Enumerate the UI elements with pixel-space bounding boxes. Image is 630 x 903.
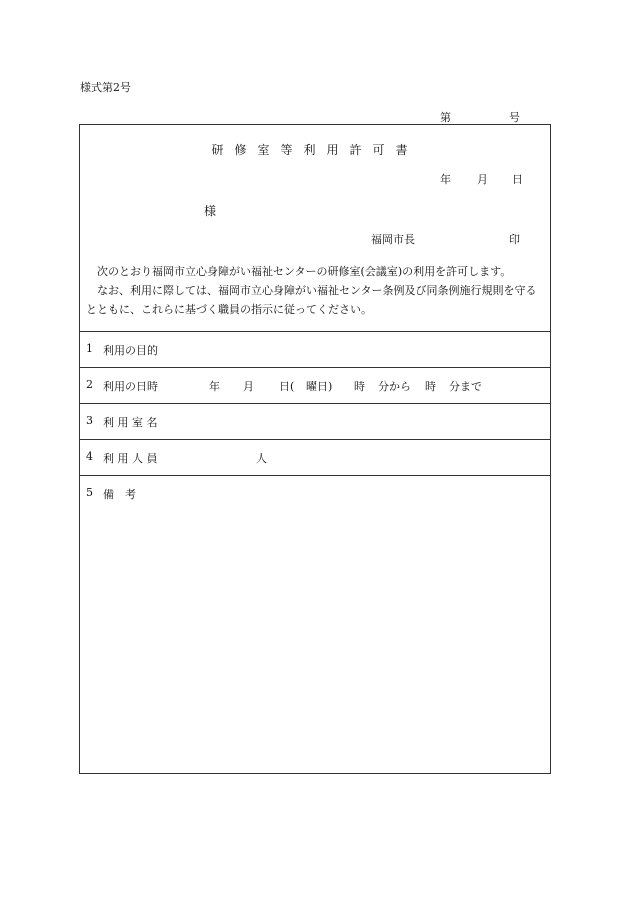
- row-datetime: [80, 367, 550, 403]
- form-number-label: 様式第2号: [80, 81, 131, 94]
- row-people: [80, 439, 550, 475]
- datetime-minute-to: 分まで: [449, 380, 482, 393]
- row-number: 2: [86, 378, 93, 391]
- row-label: 利 用 室 名: [103, 416, 158, 429]
- seal-mark: 印: [509, 233, 520, 246]
- row-number: 3: [86, 414, 93, 427]
- row-number: 5: [86, 486, 93, 499]
- body-paragraph-1: 次のとおり福岡市立心身障がい福祉センターの研修室(会議室)の利用を許可します。: [97, 265, 512, 278]
- issue-date: [440, 171, 523, 186]
- page-title: 研修室等利用許可書: [211, 143, 419, 157]
- row-purpose: [80, 331, 550, 367]
- datetime-month: 月: [243, 380, 254, 393]
- datetime-minute-from: 分から: [378, 380, 411, 393]
- permit-form-frame: [79, 124, 551, 774]
- datetime-hour-from: 時: [354, 380, 365, 393]
- permit-body-text: [86, 262, 544, 319]
- row-label: 利 用 人 員: [103, 452, 158, 465]
- number-prefix: 第: [440, 111, 451, 124]
- row-number: 4: [86, 450, 93, 463]
- people-unit: 人: [256, 452, 267, 465]
- row-number: 1: [86, 342, 93, 355]
- date-day-label: 日: [512, 173, 523, 186]
- body-paragraph-2: なお、利用に際しては、福岡市立心身障がい福祉センター条例及び同条例施行規則を守るとともに、これらに基づく職員の指示に従ってください。: [86, 284, 537, 316]
- datetime-weekday: 曜日): [306, 380, 333, 393]
- number-suffix: 号: [509, 111, 520, 124]
- date-month-label: 月: [477, 173, 488, 186]
- row-label: 利用の日時: [103, 380, 158, 393]
- issuer-name: 福岡市長: [371, 233, 415, 246]
- addressee-suffix: 様: [204, 204, 217, 218]
- row-label: 利用の目的: [103, 344, 158, 357]
- row-label: 備 考: [103, 488, 136, 501]
- datetime-year: 年: [209, 380, 220, 393]
- datetime-day: 日(: [279, 380, 295, 393]
- document-number-line: [440, 109, 520, 125]
- permit-details-table: [80, 331, 550, 501]
- row-remarks: [80, 475, 550, 501]
- datetime-hour-to: 時: [425, 380, 436, 393]
- date-year-label: 年: [440, 173, 451, 186]
- row-room: [80, 403, 550, 439]
